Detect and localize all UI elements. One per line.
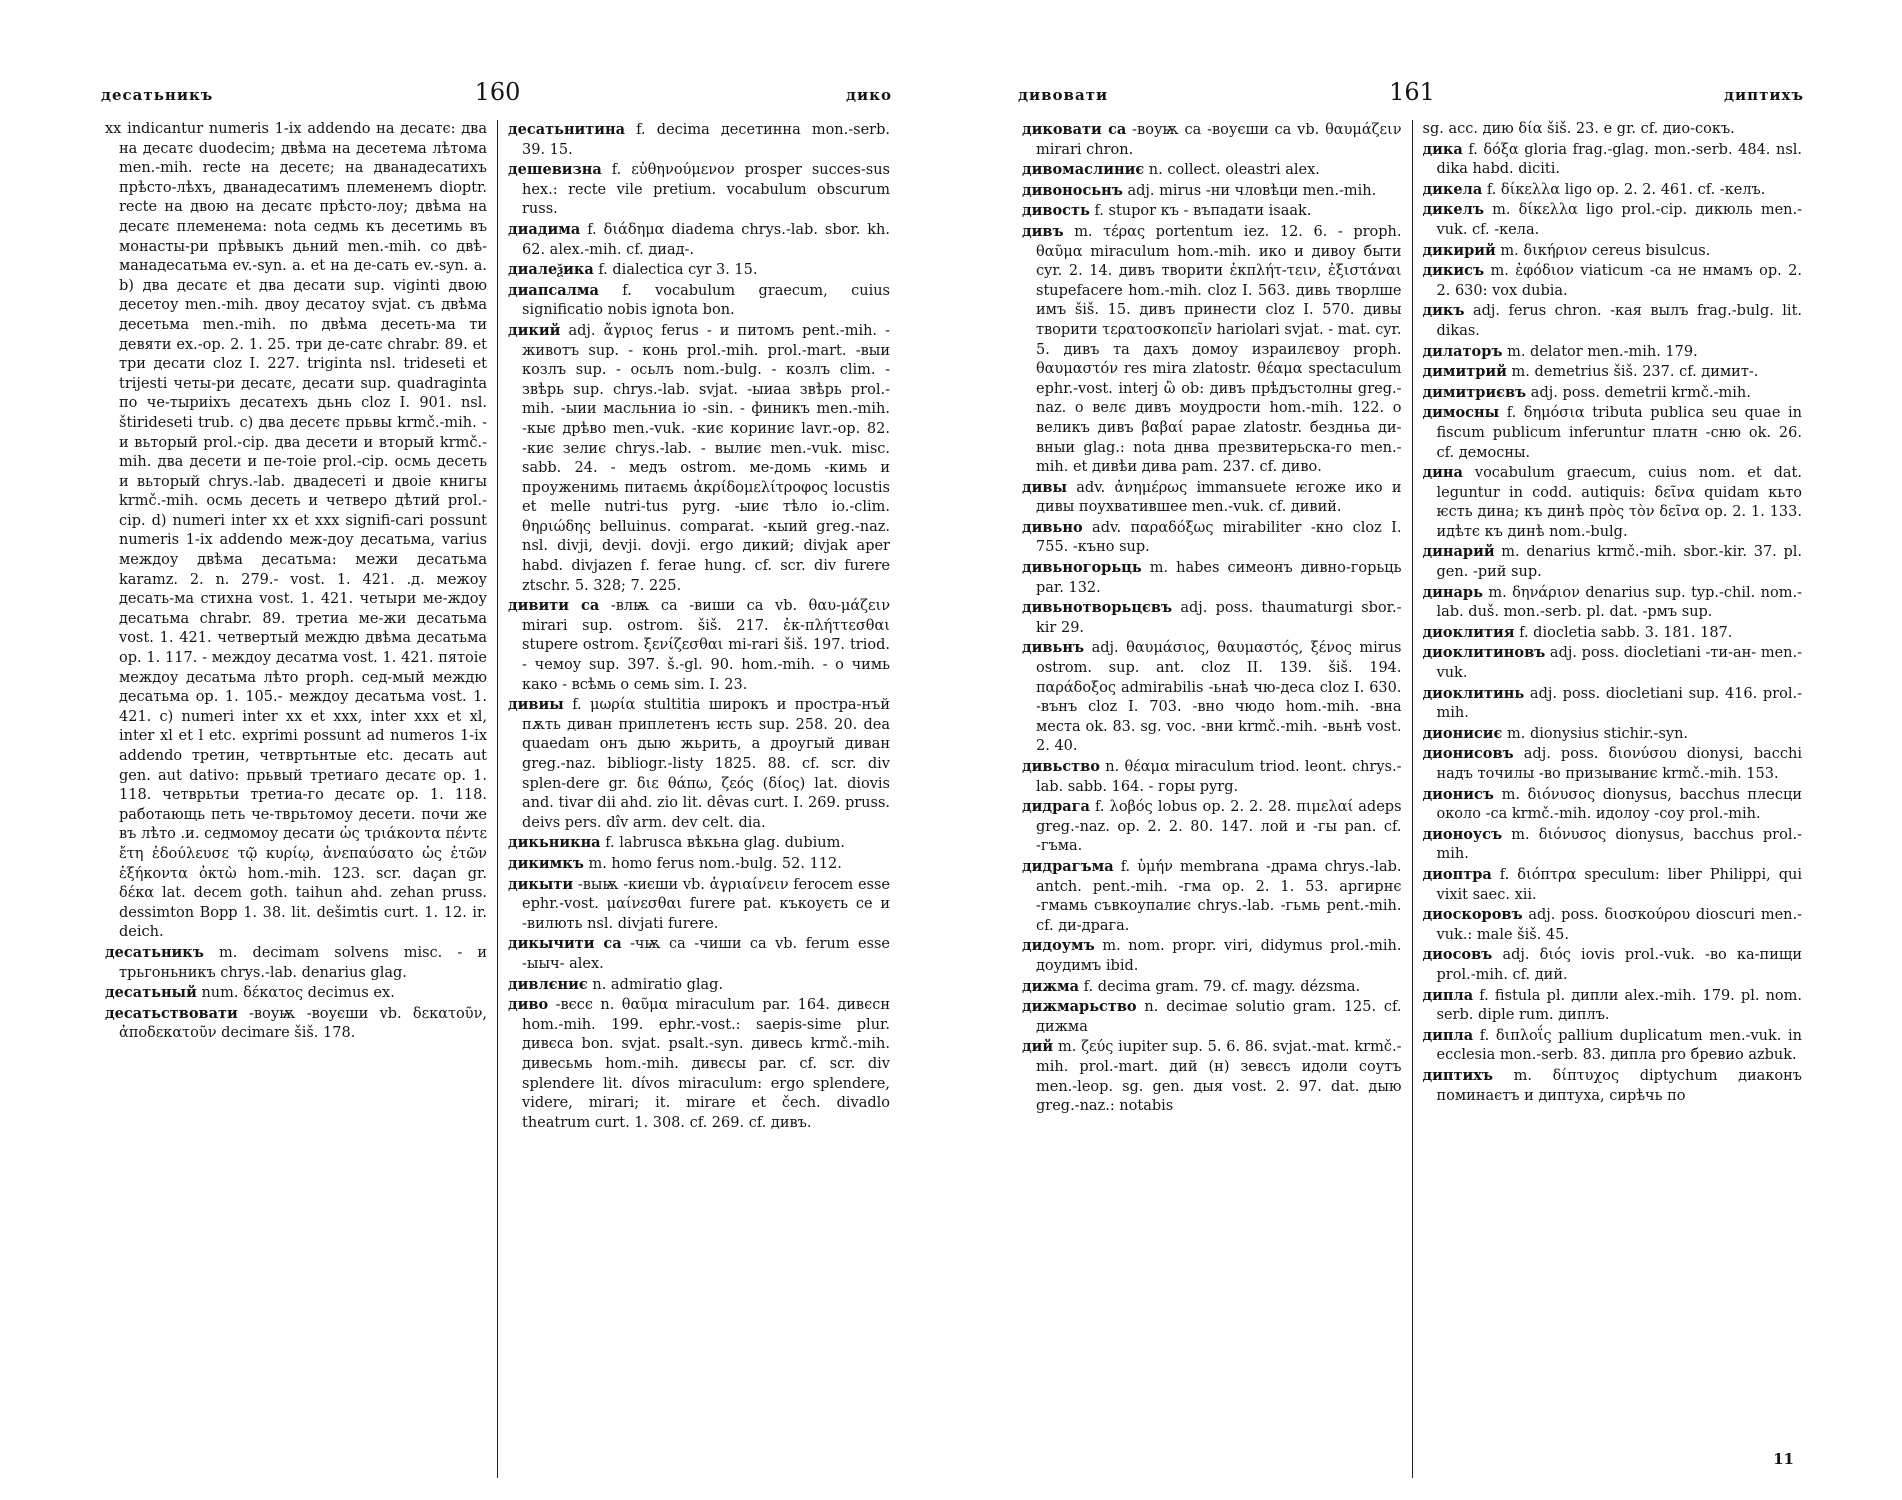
entry-headword: динарь bbox=[1422, 583, 1483, 601]
entry-headword: дивость bbox=[1022, 202, 1090, 220]
entry-headword: дионоусъ bbox=[1422, 825, 1503, 843]
entry-headword: дивьно bbox=[1022, 518, 1083, 536]
dictionary-entry bbox=[1423, 1066, 1803, 1106]
entry-headword: дивьнотворьцєвъ bbox=[1022, 599, 1173, 617]
entry-headword: дина bbox=[1422, 464, 1463, 482]
entry-headword: дикыти bbox=[508, 875, 574, 893]
entry-headword: димосны bbox=[1422, 404, 1500, 422]
dictionary-entry bbox=[1423, 180, 1803, 201]
entry-text: f. λοβός lobus op. 2. 2. 28. πιμελαί adeps greg.-naz. op. 2. 2. 80. 147. лой и -гы pan. cf. -гъма. bbox=[1036, 799, 1402, 855]
entry-headword: дешевизна bbox=[508, 161, 602, 179]
dictionary-entry bbox=[1423, 383, 1803, 404]
left-page bbox=[95, 78, 900, 1478]
column-1 bbox=[1012, 120, 1412, 1478]
dictionary-entry bbox=[1022, 222, 1402, 478]
page-number: 161 bbox=[1389, 78, 1435, 106]
entry-headword: дивъ bbox=[1022, 222, 1064, 240]
entry-text: adv. ἀνημέρως immansuete ѥгоже ико и дивы поухватившее men.-vuk. cf. дивий. bbox=[1036, 479, 1402, 516]
dictionary-entry bbox=[1423, 362, 1803, 383]
dictionary-entry bbox=[1022, 857, 1402, 936]
dictionary-entry bbox=[1022, 997, 1402, 1037]
column-2 bbox=[498, 120, 900, 1478]
entry-text: m. διόνυσος dionysus, bacchus prol.-mih. bbox=[1436, 826, 1802, 863]
entry-headword: диво bbox=[508, 996, 549, 1014]
dictionary-entry bbox=[1022, 936, 1402, 976]
dictionary-entry bbox=[1423, 905, 1803, 945]
column-1 bbox=[95, 120, 497, 1478]
dictionary-entry bbox=[1423, 865, 1803, 905]
entry-headword: динарий bbox=[1422, 543, 1495, 561]
entry-text: vocabulum graecum, cuius nom. et dat. leguntur in codd. autiquis: δεῖνα quidam кьто ѥсть дина; къ динѣ πρὸς τὸν δεῖνα op. 2. 1. 133. идѣтє къ динѣ nom.-bulg. bbox=[1436, 465, 1802, 540]
entry-headword: дика bbox=[1422, 140, 1463, 158]
dictionary-entry bbox=[1423, 261, 1803, 301]
entry-text: -чѭ са -чиши са vb. ferum esse -ыыч- alex. bbox=[522, 936, 890, 972]
dictionary-entry bbox=[1423, 1026, 1803, 1066]
entry-text: m. ζεύς iupiter sup. 5. 6. 86. svjat.-mat. krmč.-mih. prol.-mart. дий (н) зевєсъ идоли соутъ men.-leop. sg. gen. дыя vost. 2. 97. dat. дыю greg.-naz.: notabis bbox=[1036, 1039, 1402, 1115]
entry-headword: дивити са bbox=[508, 597, 600, 615]
entry-headword: диалеѯика bbox=[508, 261, 594, 279]
entry-text: adj. ferus chron. -кая вылъ frag.-bulg. lit. dikas. bbox=[1436, 303, 1803, 339]
dictionary-entry bbox=[1022, 201, 1402, 222]
dictionary-entry bbox=[1423, 200, 1803, 240]
entry-text: f. διάδημα diadema chrys.-lab. sbor. kh. 62. alex.-mih. cf. диад-. bbox=[522, 221, 890, 258]
entry-headword: дивьнъ bbox=[1022, 639, 1085, 657]
dictionary-entry bbox=[508, 160, 890, 220]
entry-text: m. dionysius stichir.-syn. bbox=[1506, 725, 1689, 742]
entry-text: n. θέαμα miraculum triod. leont. chrys.-lab. sabb. 164. - горы pyrg. bbox=[1036, 759, 1402, 795]
entry-text: n. admiratio glag. bbox=[592, 976, 724, 993]
entry-text: f. διόπτρα speculum: liber Philippi, qui vixit saec. xii. bbox=[1436, 866, 1802, 903]
dictionary-entry bbox=[1022, 558, 1402, 598]
entry-text: f. vocabulum graecum, cuius significatio nobis ignota bon. bbox=[522, 282, 890, 319]
columns bbox=[95, 120, 900, 1478]
entry-headword: дижмарьство bbox=[1022, 998, 1137, 1016]
entry-headword: дикела bbox=[1422, 180, 1483, 198]
entry-headword: дикьникна bbox=[508, 834, 601, 852]
running-head-right: диптихъ bbox=[1724, 86, 1804, 104]
dictionary-entry bbox=[1423, 120, 1803, 140]
dictionary-entry bbox=[1022, 478, 1402, 518]
entry-headword: десатьнитина bbox=[508, 121, 626, 138]
entry-headword: дий bbox=[1022, 1038, 1054, 1056]
entry-headword: диптихъ bbox=[1422, 1066, 1494, 1084]
entry-headword: дикирий bbox=[1422, 241, 1496, 259]
entry-text: adj. poss. diocletiani -ти-ан- men.-vuk. bbox=[1436, 645, 1803, 682]
dictionary-entry bbox=[1022, 518, 1402, 558]
entry-text: m. habes симеонъ дивно-горьць par. 132. bbox=[1036, 560, 1402, 596]
dictionary-entry bbox=[508, 695, 890, 833]
dictionary-entry bbox=[1423, 403, 1803, 463]
entry-text: f. labrusca вѣкьна glag. dubium. bbox=[605, 835, 846, 852]
entry-headword: дивиы bbox=[508, 696, 564, 714]
dictionary-entry bbox=[508, 875, 890, 935]
entry-headword: дивьногорьць bbox=[1022, 559, 1142, 577]
entry-text: m. τέρας portentum iez. 12. 6. - proph. θαῦμα miraculum hom.-mih. ико и дивоу быти cyr. 2. 14. дивъ творити ἐκπλήτ-τειν, ἐξιστάναι stupefacere hom.-mih. cloz I. 563. дивь творлше имъ šiš. 15. дивъ принести cloz I. 570. дивы творити τερατοσκοπεῖν hariolari svjat. - mat. cyr. 5. дивъ та дахъ домоу израилєвоу proph. θαυμαστόν res mira zlatostr. θέαμα spectaculum ephr.-vost. interj ὢ ob: дивъ прѣдъстолны greg.-naz. о велє дивъ моудрости hom.-mih. 122. о великъ дивъ βαβαί papae zlatostr. бездньа ди-вныи glag.: nota днва презвитерьска-го men.-mih. et дивѣи дива pam. 237. cf. диво. bbox=[1036, 223, 1402, 476]
entry-text: adv. παραδόξως mirabiliter -кно cloz I. 755. -къно sup. bbox=[1036, 519, 1402, 556]
dictionary-entry bbox=[1423, 724, 1803, 745]
dictionary-entry bbox=[105, 983, 487, 1004]
entry-headword: десатьникъ bbox=[105, 943, 204, 961]
dictionary-entry bbox=[508, 120, 890, 160]
entry-headword: дивлєниє bbox=[508, 975, 588, 993]
entry-text: m. nom. propr. viri, didymus prol.-mih. доудимъ ibid. bbox=[1036, 938, 1402, 974]
entry-headword: диоклитиновъ bbox=[1422, 644, 1546, 662]
running-head-left: десатьникъ bbox=[101, 86, 214, 104]
dictionary-entry bbox=[1423, 301, 1803, 341]
entry-text: f. εὐθηνούμενον prosper succes-sus hex.: recte vile pretium. vocabulum obscurum russ. bbox=[522, 162, 890, 218]
entry-text: xx indicantur numeris 1-ix addendo на десатє: два на десатє duodecim; двѣма на десетема лѣтома men.-mih. recte на десетє; на дванадесатихъ прѣсто-лѣхъ, дванадесатимъ племенемъ dioptr. recte на двою на десатє прѣсто-лоу; двѣма на десатє племенема: nota седмь къ десетимь въ монасты-ри прѣвыкъ дьний men.-mih. со двѣ-манадесатьма ev.-syn. a. et на де-сать ev.-syn. a. b) два десатє et два десати sup. viginti двою десетоу men.-mih. двоу десатоу svjat. съ двѣма десетьма men.-mih. по двѣма десеть-ма ти девяти ex.-op. 2. 1. 25. три де-сатє chrabr. 89. et три десати cloz I. 227. triginta nsl. trideseti et trijesti четы-ри десатє, десати sup. quadraginta по че-тыриіхъ десатехъ дьнь cloz I. 901. nsl. štirideseti trub. c) два десетє прьвы krmč.-mih. - и вьторый prol.-cip. два десети и вторый krmč.-mih. два десети и пе-тоіе prol.-cip. осмь десеть и вьторый chrys.-lab. двадесеті и двоіе книгы krmč.-mih. осмь десеть и четверо дѣтий prol.-cip. d) numeri inter xx et xxx signifi-cari possunt numeris 1-ix addendo меж-доу десатьма, varius междоу двѣма десатьма: межи десатьма karamz. 2. n. 279.- vost. 1. 421. .д. межоу десать-ма стихна vost. 1. 421. четыри ме-ждоу десатьма chrabr. 89. третиа ме-жи десатьма vost. 1. 421. четвертый междю двѣма десатьма op. 1. 117. - междоу десатма vost. 1. 421. пятоіе междоу десатьма лѣто proph. сед-мый междю десатьма op. 1. 105.- междоу десатьма vost. 1. 421. c) numeri inter xx et xxx, inter xxx et xl, inter xl et l etc. exprimi possunt ad numeros 1-ix addendo третин, четвртьнтые etc. десать aut gen. aut dativo: прьвый третиаго десатє op. 1. 118. четврьтьи третиа-го десатє op. 1. 118. работающь петь че-тврьтомоу десети. почи же въ лѣто .и. седмомоу десати ὡς τριάκοντα πέντε ἔτη ἐδούλευσε τῷ κυρίῳ, ἀνεπαύσατο ὡς ἐτῶν ἑξήκοντα ὀκτὼ hom.-mih. 123. scr. daçan gr. δέκα lat. decem goth. taihun ahd. zehan pruss. dessimton Bopp 1. 38. lit. dešimtis curt. 1. 12. ir. deich. bbox=[105, 121, 487, 941]
entry-text: adj. poss. diocletiani sup. 416. prol.-mih. bbox=[1436, 685, 1802, 722]
entry-headword: дикий bbox=[508, 321, 561, 339]
entry-text: -воуѭ са -воуєши са vb. θαυμάζειν mirari chron. bbox=[1036, 122, 1402, 158]
dictionary-entry bbox=[508, 975, 890, 996]
running-head bbox=[95, 78, 900, 114]
dictionary-entry bbox=[1423, 744, 1803, 784]
entry-text: f. δίκελλα ligo op. 2. 2. 461. cf. -келъ. bbox=[1486, 181, 1766, 198]
entry-text: -выѭ -києши vb. ἀγριαίνειν ferocem esse ephr.-vost. μαίνεσθαι furere pat. къкоуєть се и -вилють nsl. divjati furere. bbox=[522, 876, 890, 932]
dictionary-entry bbox=[1423, 241, 1803, 262]
entry-headword: димитриєвъ bbox=[1422, 383, 1527, 401]
dictionary-entry bbox=[1022, 120, 1402, 160]
dictionary-entry bbox=[508, 833, 890, 854]
entry-headword: дионисъ bbox=[1422, 785, 1494, 803]
dictionary-entry bbox=[1022, 160, 1402, 181]
entry-text: adj. ἄγριος ferus - и питомъ pent.-mih. - животъ sup. - конь prol.-mih. prol.-mart. -выи козлъ sup. - осьлъ nom.-bulg. - козлъ clim. - звѣрь sup. chrys.-lab. svjat. -ыиаа звѣрь prol.-mih. -ыии масльниа io -sin. - финикъ men.-mih. -кыє дрѣво men.-vuk. -киє кориниє lavr.-op. 82. -киє зелиє chrys.-lab. - вылиє men.-vuk. misc. sabb. 24. - медъ ostrom. ме-домь -кимь и проуженимь питаємь ἀκρίδομελίτροφος locustis et melle nutri-tus pyrg. -ыиє тѣло io.-clim. θηριώδης belluinus. comparat. -кыий greg.-naz. nsl. divji, devji. dovji. ergo дикий; divjak aper habd. divjazen f. ferae hung. cf. scr. div furere ztschr. 5. 328; 7. 225. bbox=[522, 322, 890, 594]
entry-headword: дикисъ bbox=[1422, 262, 1485, 280]
dictionary-entry bbox=[1423, 342, 1803, 363]
entry-text: m. delator men.-mih. 179. bbox=[1507, 343, 1698, 360]
entry-text: f. μωρία stultitia широкъ и простра-нъй пѫть диван приплетенъ ѥсть sup. 258. 20. dea quaedam онъ дыю жьрить, а дроугый диван greg.-naz. bibliogr.-listy 1825. 88. cf. scr. div splen-dere gr. διε θάπω, ζεός (δίος) lat. diovis and. tivar dii ahd. zio lit. dêvas curt. I. 269. pruss. deivs pers. dîv arm. dev celt. dia. bbox=[522, 697, 891, 831]
entry-text: m. διόνυσος dionysus, bacchus плесци около -са krmč.-mih. идолоу -соу prol.-mih. bbox=[1436, 786, 1802, 823]
entry-headword: дипла bbox=[1422, 986, 1474, 1004]
entry-headword: диоклития bbox=[1422, 623, 1515, 641]
entry-headword: дионисовъ bbox=[1422, 745, 1514, 763]
column-2 bbox=[1413, 120, 1813, 1478]
dictionary-entry bbox=[508, 934, 890, 974]
entry-text: m. δίπτυχος diptychum диаконъ поминаєтъ и диптуха, сирѣчь по bbox=[1436, 1067, 1802, 1104]
entry-headword: димитрий bbox=[1422, 363, 1507, 381]
entry-headword: дионисиє bbox=[1422, 724, 1503, 742]
entry-text: f. diocletia sabb. 3. 181. 187. bbox=[1519, 624, 1733, 641]
entry-headword: диапсалма bbox=[508, 281, 599, 299]
entry-text: m. ἐφόδιον viaticum -са не нмамъ op. 2. 2. 630: vox dubia. bbox=[1436, 263, 1803, 299]
entry-headword: дивоносьнъ bbox=[1022, 181, 1123, 199]
dictionary-entry bbox=[1022, 977, 1402, 998]
entry-headword: дидрагъма bbox=[1022, 857, 1114, 875]
entry-text: adj. poss. demetrii krmč.-mih. bbox=[1530, 384, 1751, 401]
entry-text: f. stupor къ - въпадати isaak. bbox=[1094, 203, 1312, 220]
entry-text: adj. poss. thaumaturgi sbor.-kir 29. bbox=[1036, 600, 1402, 636]
entry-text: m. decimam solvens misc. - и трьгоньникъ chrys.-lab. denarius glag. bbox=[119, 944, 488, 981]
dictionary-entry bbox=[105, 1004, 487, 1044]
dictionary-entry bbox=[508, 321, 890, 596]
dictionary-entry bbox=[1423, 825, 1803, 865]
dictionary-entry bbox=[508, 220, 890, 260]
running-head bbox=[1012, 78, 1812, 114]
running-head-right: дико bbox=[846, 86, 892, 104]
dictionary-entry bbox=[1423, 945, 1803, 985]
dictionary-entry bbox=[508, 995, 890, 1133]
running-head-left: дивовати bbox=[1018, 86, 1109, 104]
page-number: 160 bbox=[474, 78, 521, 106]
entry-text: sg. acc. дию δία šiš. 23. e gr. cf. дио-сокъ. bbox=[1422, 121, 1735, 137]
dictionary-entry bbox=[508, 260, 890, 281]
entry-headword: дикъ bbox=[1422, 302, 1465, 320]
entry-headword: десатьствовати bbox=[105, 1004, 238, 1022]
dictionary-entry bbox=[1423, 542, 1803, 582]
entry-text: m. denarius krmč.-mih. sbor.-kir. 37. pl. gen. -рий sup. bbox=[1436, 544, 1803, 581]
entry-text: m. demetrius šiš. 237. cf. димит-. bbox=[1511, 364, 1759, 381]
entry-text: f. decima десетинна mon.-serb. 39. 15. bbox=[522, 122, 891, 158]
entry-headword: дивьство bbox=[1022, 758, 1100, 775]
dictionary-entry bbox=[1022, 797, 1402, 857]
entry-headword: дидрага bbox=[1022, 798, 1090, 816]
entry-headword: диадима bbox=[508, 220, 581, 238]
dictionary-entry bbox=[1022, 1037, 1402, 1116]
entry-headword: дивы bbox=[1022, 478, 1068, 496]
dictionary-entry bbox=[1022, 638, 1402, 757]
dictionary-entry bbox=[1423, 643, 1803, 683]
dictionary-entry bbox=[1423, 785, 1803, 825]
columns bbox=[1012, 120, 1812, 1478]
entry-text: adj. mirus -ни чловѣци men.-mih. bbox=[1127, 182, 1377, 199]
dictionary-entry bbox=[1022, 181, 1402, 202]
dictionary-entry bbox=[1423, 986, 1803, 1026]
entry-text: -влѭ са -виши са vb. θαυ-μάζειν mirari sup. ostrom. šiš. 217. ἐκ-πλήττεσθαι stupere ostrom. ξενίζεσθαι mi-rari šiš. 197. triod. - чемоу sup. 397. š.-gl. 90. hom.-mih. - о чимь како - всѣмь о семь sim. I. 23. bbox=[522, 598, 891, 693]
entry-text: m. homo ferus nom.-bulg. 52. 112. bbox=[588, 855, 842, 872]
entry-text: n. collect. oleastri alex. bbox=[1148, 162, 1320, 179]
entry-headword: дилаторъ bbox=[1422, 342, 1503, 360]
entry-headword: диоклитинь bbox=[1422, 684, 1525, 702]
entry-text: f. διπλοΐς pallium duplicatum men.-vuk. in ecclesia mon.-serb. 83. дипла pro бревио azbuk. bbox=[1436, 1027, 1802, 1064]
entry-headword: диоптра bbox=[1422, 865, 1492, 883]
dictionary-entry bbox=[1423, 140, 1803, 180]
entry-headword: дипла bbox=[1422, 1026, 1474, 1044]
entry-headword: диковати са bbox=[1022, 121, 1127, 138]
entry-text: -воуѭ -воуєши vb. δεκατοῦν, ἀποδεκατοῦν decimare šiš. 178. bbox=[119, 1005, 487, 1042]
dictionary-entry bbox=[1423, 623, 1803, 644]
entry-text: f. δημόσια tributa publica seu quae in fiscum publicum inferuntur платн -сню ok. 26. cf. демосны. bbox=[1436, 405, 1802, 461]
dictionary-entry bbox=[508, 596, 890, 695]
entry-headword: дижма bbox=[1022, 977, 1080, 995]
entry-text: m. δηνάριον denarius sup. typ.-chil. nom.-lab. duš. mon.-serb. pl. dat. -рмъ sup. bbox=[1436, 584, 1803, 621]
entry-text: m. δικήριον cereus bisulcus. bbox=[1500, 242, 1711, 259]
entry-text: adj. poss. διοσκούρου dioscuri men.-vuk.: male šiš. 45. bbox=[1436, 907, 1802, 943]
dictionary-entry bbox=[105, 120, 487, 943]
entry-text: f. ὑμήν membrana -драма chrys.-lab. antch. pent.-mih. -гма op. 2. 1. 53. аргирнє -гмамь съвкоупалиє chrys.-lab. -гьмь pent.-mih. cf. ди-драга. bbox=[1036, 858, 1402, 934]
entry-text: f. fistula pl. дипли alex.-mih. 179. pl. nom. serb. diple rum. диплъ. bbox=[1436, 987, 1803, 1024]
entry-headword: дикычити са bbox=[508, 935, 622, 953]
entry-text: f. decima gram. 79. cf. magy. dézsma. bbox=[1083, 978, 1361, 995]
right-page bbox=[1012, 78, 1812, 1478]
signature-mark: 11 bbox=[1773, 1450, 1794, 1468]
dictionary-entry bbox=[105, 943, 487, 983]
entry-headword: дивомаслиниє bbox=[1022, 161, 1145, 179]
dictionary-entry bbox=[1022, 757, 1402, 797]
entry-text: m. δίκελλα ligo prol.-cip. дикюль men.-vuk. cf. -кела. bbox=[1436, 202, 1802, 238]
entry-headword: дикелъ bbox=[1422, 201, 1484, 219]
dictionary-entry bbox=[1423, 684, 1803, 724]
entry-text: adj. poss. διονύσου dionysi, bacchi надъ точилы -во призываниє krmč.-mih. 153. bbox=[1436, 746, 1803, 782]
dictionary-entry bbox=[508, 281, 890, 321]
entry-headword: диосовъ bbox=[1422, 946, 1493, 964]
dictionary-entry bbox=[1423, 463, 1803, 542]
dictionary-entry bbox=[1022, 598, 1402, 638]
entry-text: -вєсє n. θαῦμα miraculum par. 164. дивєсн hom.-mih. 199. ephr.-vost.: saepis-sime plur. дивєса bon. svjat. psalt.-syn. дивесь krmč.-mih. дивесьмь hom.-mih. дивєсы par. cf. scr. div splendere lit. dívos miraculum: ergo splendere, videre, mirari; it. mirare et čech. divadlo theatrum curt. 1. 308. cf. 269. cf. дивъ. bbox=[522, 997, 890, 1131]
dictionary-entry bbox=[1423, 583, 1803, 623]
entry-headword: десатьный bbox=[105, 984, 197, 1002]
entry-headword: диоскоровъ bbox=[1422, 906, 1523, 924]
entry-text: num. δέκατος decimus ex. bbox=[201, 985, 395, 1002]
entry-text: f. dialectica cyr 3. 15. bbox=[598, 262, 758, 279]
entry-text: f. δόξα gloria frag.-glag. mon.-serb. 484. nsl. dika habd. diciti. bbox=[1436, 141, 1803, 178]
dictionary-entry bbox=[508, 854, 890, 875]
entry-headword: дидоумъ bbox=[1022, 937, 1095, 955]
entry-text: adj. θαυμάσιος, θαυμαστός, ξένος mirus ostrom. sup. ant. cloz II. 139. šiš. 194. παράδοξος admirabilis -ьнаѣ чю-деса cloz I. 630. -вънъ cloz I. 703. -вно чюдо hom.-mih. -вна места ok. 83. sg. voc. -вни krmč.-mih. -вьнѣ vost. 2. 40. bbox=[1036, 640, 1402, 755]
entry-text: n. decimae solutio gram. 125. cf. дижма bbox=[1036, 999, 1402, 1035]
entry-text: adj. διός iovis prol.-vuk. -во ка-пищи prol.-mih. cf. дий. bbox=[1436, 947, 1803, 983]
entry-headword: дикимкъ bbox=[508, 854, 584, 872]
